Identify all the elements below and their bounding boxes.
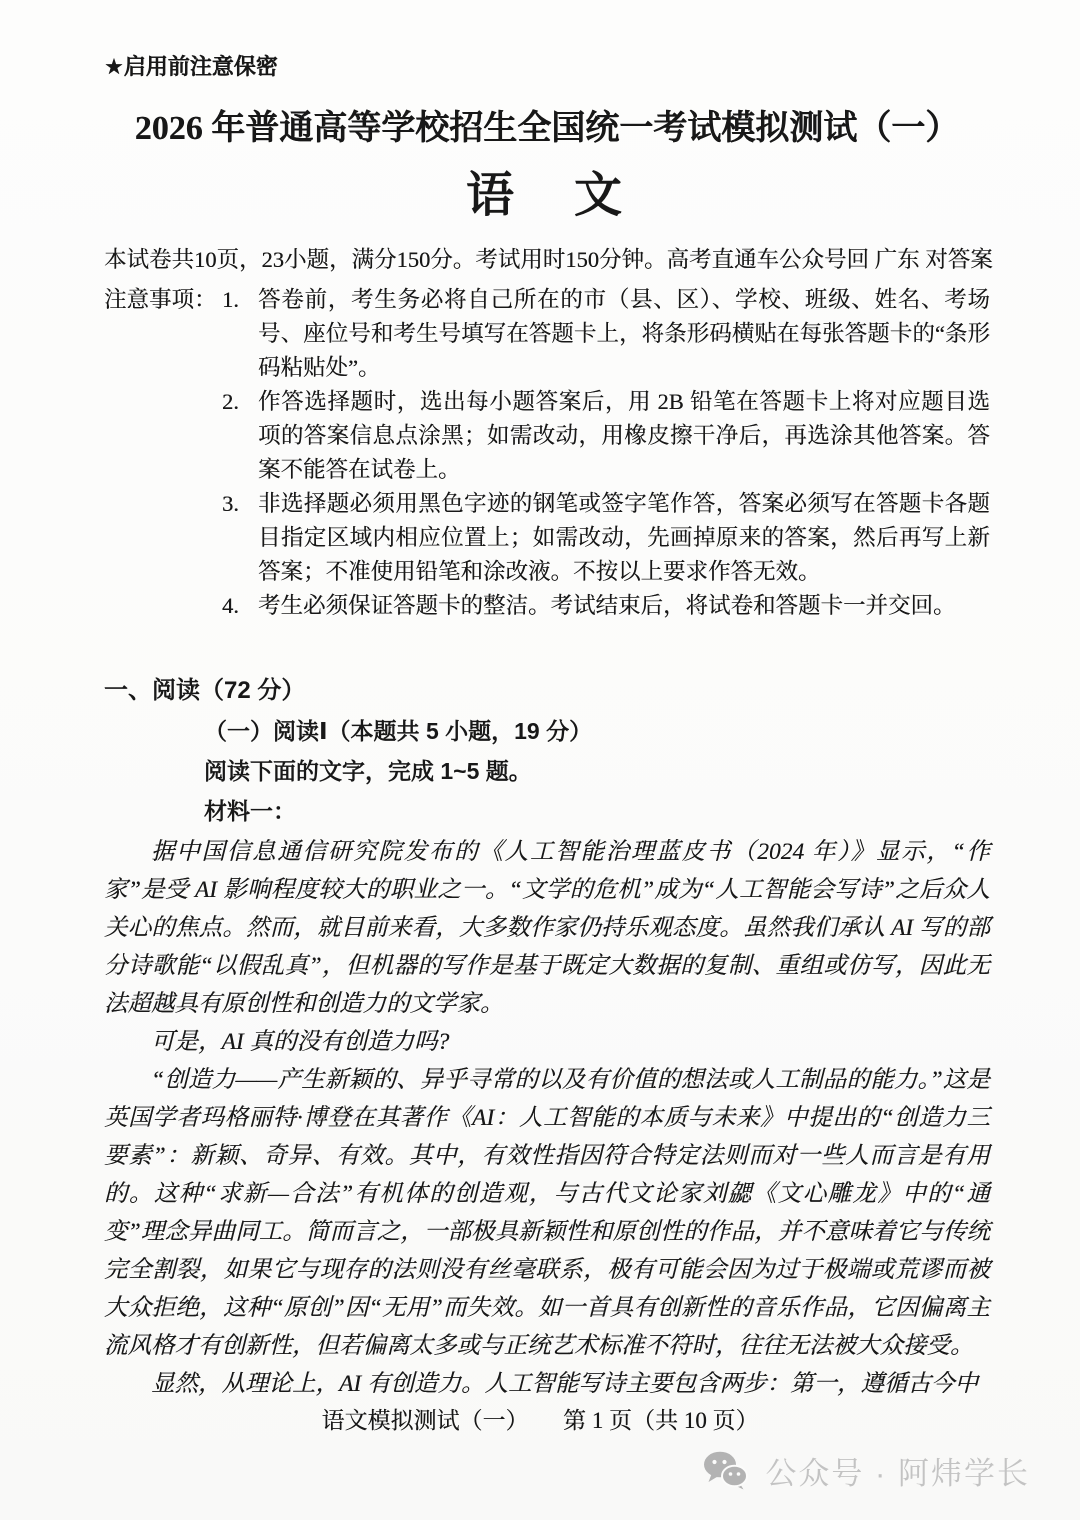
note-text: 非选择题必须用黑色字迹的钢笔或签字笔作答，答案必须写在答题卡各题目指定区域内相应位置上；如需改动，先画掉原来的答案，然后再写上新答案；不准使用铅笔和涂改液。不按以上要求作答无效。 (258, 491, 990, 584)
wechat-icon (703, 1451, 749, 1491)
note-text: 作答选择题时，选出每小题答案后，用 2B 铅笔在答题卡上将对应题目选项的答案信息点涂黑；如需改动，用橡皮擦干净后，再选涂其他答案。答案不能答在试卷上。 (258, 389, 990, 482)
note-number: 4. (222, 593, 239, 618)
material-paragraph-4: 显然，从理论上，AI 有创造力。人工智能写诗主要包含两步：第一，遵循古今中 (151, 1371, 979, 1397)
note-item-3 (222, 487, 990, 589)
security-notice: ★启用前注意保密 (104, 54, 278, 79)
material-paragraph-3: “创造力——产生新颖的、异乎寻常的以及有价值的想法或人工制品的能力。”这是英国学者玛格丽特·博登在其著作《AI：人工智能的本质与未来》中提出的“创造力三要素”：新颖、奇异、有效。其中，有效性指因符合特定法则而对一些人而言是有用的。这种“求新—合法”有机体的创造观，与古代文论家刘勰《文心雕龙》中的“通变”理念异曲同工。简而言之，一部极具新颖性和原创性的作品，并不意味着它与传统完全割裂，如果它与现存的法则没有丝毫联系，极有可能会因为过于极端或荒谬而被大众拒绝，这种“原创”因“无用”而失效。如一首具有创新性的音乐作品，它因偏离主流风格才有创新性，但若偏离太多或与正统艺术标准不符时，往往无法被大众接受。 (104, 1067, 990, 1359)
material-paragraph-1: 据中国信息通信研究院发布的《人工智能治理蓝皮书（2024 年）》显示，“作家”是受 AI 影响程度较大的职业之一。“文学的危机”成为“人工智能会写诗”之后众人关心的焦点。然而，就目前来看，大多数作家仍持乐观态度。虽然我们承认 AI 写的部分诗歌能“以假乱真”，但机器的写作是基于既定大数据的复制、重组或仿写，因此无法超越具有原创性和创造力的文学家。 (104, 839, 990, 1017)
section-heading: 一、阅读（72 分） (104, 677, 306, 704)
note-number: 1. (222, 287, 239, 312)
notes-label: 注意事项： (104, 287, 217, 312)
reading-section-header (104, 671, 990, 831)
subsection-heading: （一）阅读Ⅰ（本题共 5 小题，19 分） (204, 718, 593, 744)
subject-title: 语 文 (465, 169, 628, 222)
material-label: 材料一： (204, 798, 296, 824)
watermark-text: 公众号 · 阿炜学长 (765, 1456, 1030, 1491)
note-text: 答卷前，考生务必将自己所在的市（县、区）、学校、班级、姓名、考场号、座位号和考生号填写在答题卡上，将条形码横贴在每张答题卡的“条形码粘贴处”。 (258, 287, 990, 380)
note-number: 2. (222, 389, 239, 414)
exam-info-line: 本试卷共10页，23小题，满分150分。考试用时150分钟。高考直通车公众号回 广东 对答案 (104, 247, 993, 272)
notes-list (222, 283, 990, 623)
material-text (104, 833, 990, 1403)
note-item-1 (222, 283, 990, 385)
watermark (703, 1448, 1030, 1493)
note-item-2 (222, 385, 990, 487)
notes-section (104, 283, 990, 623)
material-paragraph-2: 可是，AI 真的没有创造力吗? (151, 1029, 450, 1055)
exam-title: 2026 年普通高等学校招生全国统一考试模拟测试（一） (134, 110, 960, 147)
note-item-4 (222, 589, 990, 623)
note-number: 3. (222, 491, 239, 516)
reading-instruction: 阅读下面的文字，完成 1~5 题。 (204, 758, 532, 784)
page-footer: 语文模拟测试（一） 第 1 页（共 10 页） (321, 1408, 759, 1433)
note-text: 考生必须保证答题卡的整洁。考试结束后，将试卷和答题卡一并交回。 (258, 593, 956, 618)
